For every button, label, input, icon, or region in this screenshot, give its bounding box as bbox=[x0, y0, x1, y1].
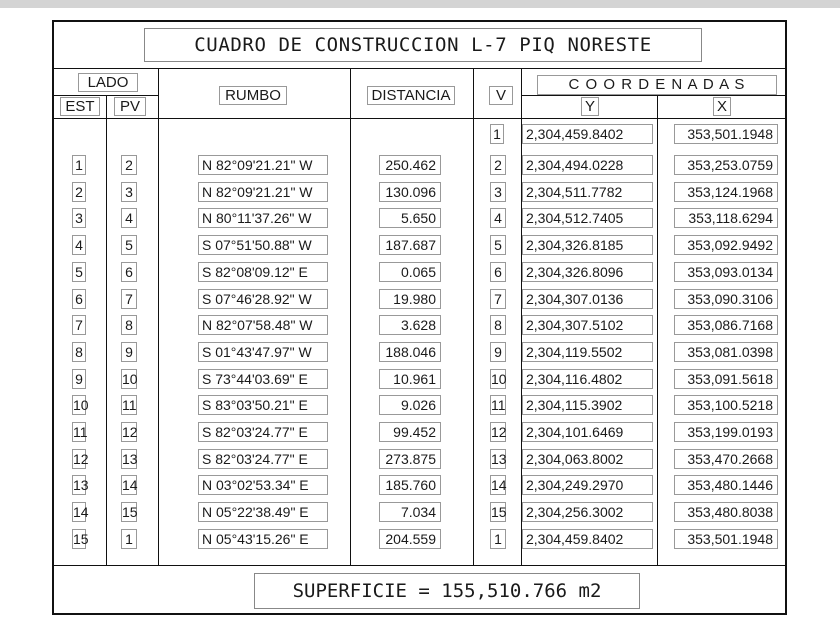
row-y: 2,304,326.8096 bbox=[522, 262, 653, 282]
title-row bbox=[54, 22, 785, 69]
row-x: 353,086.7168 bbox=[674, 315, 778, 335]
row-pv: 11 bbox=[122, 397, 137, 413]
row-distancia: 0.065 bbox=[379, 262, 441, 282]
row-y: 2,304,307.0136 bbox=[522, 289, 653, 309]
row-x: 353,091.5618 bbox=[674, 369, 778, 389]
row-v: 14 bbox=[491, 477, 507, 493]
row-pv: 6 bbox=[121, 262, 137, 282]
col-line-est bbox=[106, 95, 107, 565]
header-bottom-line bbox=[54, 118, 787, 119]
row-x: 353,100.5218 bbox=[674, 395, 778, 415]
row-rumbo: N 82°09'21.21" W bbox=[198, 155, 328, 175]
row-x: 353,199.0193 bbox=[674, 422, 778, 442]
row-rumbo: S 82°03'24.77" E bbox=[198, 449, 328, 469]
row-x: 353,480.1446 bbox=[674, 475, 778, 495]
row-pv: 4 bbox=[121, 208, 137, 228]
header-x: X bbox=[713, 97, 731, 116]
row-est: 14 bbox=[73, 504, 89, 520]
row-pv: 9 bbox=[121, 342, 137, 362]
row-v: 2 bbox=[490, 155, 506, 175]
row-est: 8 bbox=[72, 342, 86, 362]
row-est: 9 bbox=[72, 369, 86, 389]
row-est: 12 bbox=[73, 451, 89, 467]
row-est: 1 bbox=[72, 155, 86, 175]
row-pv: 8 bbox=[121, 315, 137, 335]
row-y: 2,304,494.0228 bbox=[522, 155, 653, 175]
row-y: 2,304,326.8185 bbox=[522, 235, 653, 255]
row-est: 4 bbox=[72, 235, 86, 255]
row-x: 353,081.0398 bbox=[674, 342, 778, 362]
construction-table bbox=[52, 20, 787, 615]
superficie-label: SUPERFICIE = 155,510.766 m2 bbox=[254, 573, 640, 609]
row-y: 2,304,256.3002 bbox=[522, 502, 653, 522]
row-y: 2,304,249.2970 bbox=[522, 475, 653, 495]
row-v: 3 bbox=[490, 182, 506, 202]
row-x: 353,090.3106 bbox=[674, 289, 778, 309]
header-est: EST bbox=[60, 97, 100, 116]
row-rumbo: S 73°44'03.69" E bbox=[198, 369, 328, 389]
row-distancia: 188.046 bbox=[379, 342, 441, 362]
row-v: 5 bbox=[490, 235, 506, 255]
first-row-y: 2,304,459.8402 bbox=[522, 124, 653, 144]
row-v: 10 bbox=[491, 371, 507, 387]
row-est: 6 bbox=[72, 289, 86, 309]
header-v: V bbox=[489, 86, 513, 105]
row-distancia: 250.462 bbox=[379, 155, 441, 175]
row-pv: 14 bbox=[122, 477, 138, 493]
row-distancia: 5.650 bbox=[379, 208, 441, 228]
row-y: 2,304,119.5502 bbox=[522, 342, 653, 362]
row-x: 353,253.0759 bbox=[674, 155, 778, 175]
row-x: 353,118.6294 bbox=[674, 208, 778, 228]
row-distancia: 3.628 bbox=[379, 315, 441, 335]
row-y: 2,304,115.3902 bbox=[522, 395, 653, 415]
row-x: 353,470.2668 bbox=[674, 449, 778, 469]
row-est: 5 bbox=[72, 262, 86, 282]
row-v: 13 bbox=[491, 451, 507, 467]
header-divider-coord bbox=[521, 95, 787, 96]
table-title: CUADRO DE CONSTRUCCION L-7 PIQ NORESTE bbox=[144, 28, 702, 62]
row-v: 12 bbox=[491, 424, 507, 440]
row-rumbo: N 82°09'21.21" W bbox=[198, 182, 328, 202]
row-pv: 15 bbox=[122, 504, 138, 520]
row-x: 353,480.8038 bbox=[674, 502, 778, 522]
row-y: 2,304,063.8002 bbox=[522, 449, 653, 469]
row-distancia: 187.687 bbox=[379, 235, 441, 255]
row-y: 2,304,116.4802 bbox=[522, 369, 653, 389]
row-est: 10 bbox=[73, 397, 89, 413]
row-pv: 3 bbox=[121, 182, 137, 202]
row-distancia: 9.026 bbox=[379, 395, 441, 415]
row-est: 13 bbox=[73, 477, 89, 493]
row-v: 15 bbox=[491, 504, 507, 520]
row-v: 1 bbox=[490, 529, 506, 549]
row-distancia: 204.559 bbox=[379, 529, 441, 549]
col-line-rumbo bbox=[350, 68, 351, 565]
first-row-x: 353,501.1948 bbox=[674, 124, 778, 144]
row-v: 6 bbox=[490, 262, 506, 282]
row-rumbo: S 82°08'09.12" E bbox=[198, 262, 328, 282]
row-v: 11 bbox=[491, 397, 506, 413]
row-rumbo: S 07°46'28.92" W bbox=[198, 289, 328, 309]
row-rumbo: S 82°03'24.77" E bbox=[198, 422, 328, 442]
col-line-pv bbox=[158, 68, 159, 565]
row-x: 353,124.1968 bbox=[674, 182, 778, 202]
row-distancia: 130.096 bbox=[379, 182, 441, 202]
row-x: 353,501.1948 bbox=[674, 529, 778, 549]
row-y: 2,304,307.5102 bbox=[522, 315, 653, 335]
row-distancia: 273.875 bbox=[379, 449, 441, 469]
header-rumbo: RUMBO bbox=[219, 86, 287, 105]
row-v: 7 bbox=[490, 289, 506, 309]
row-rumbo: N 03°02'53.34" E bbox=[198, 475, 328, 495]
row-pv: 5 bbox=[121, 235, 137, 255]
row-x: 353,093.0134 bbox=[674, 262, 778, 282]
header-lado: LADO bbox=[78, 73, 138, 92]
row-y: 2,304,459.8402 bbox=[522, 529, 653, 549]
row-distancia: 185.760 bbox=[379, 475, 441, 495]
row-pv: 12 bbox=[122, 424, 138, 440]
row-rumbo: S 07°51'50.88" W bbox=[198, 235, 328, 255]
row-est: 2 bbox=[72, 182, 86, 202]
col-line-distancia bbox=[473, 68, 474, 565]
row-y: 2,304,512.7405 bbox=[522, 208, 653, 228]
row-rumbo: S 01°43'47.97" W bbox=[198, 342, 328, 362]
row-pv: 7 bbox=[121, 289, 137, 309]
row-v: 8 bbox=[490, 315, 506, 335]
row-pv: 1 bbox=[121, 529, 137, 549]
row-distancia: 99.452 bbox=[379, 422, 441, 442]
first-row-v: 1 bbox=[490, 124, 504, 144]
row-pv: 2 bbox=[121, 155, 137, 175]
row-pv: 10 bbox=[122, 371, 138, 387]
row-rumbo: N 82°07'58.48" W bbox=[198, 315, 328, 335]
row-v: 4 bbox=[490, 208, 506, 228]
row-est: 11 bbox=[73, 424, 88, 440]
row-rumbo: N 05°43'15.26" E bbox=[198, 529, 328, 549]
header-distancia: DISTANCIA bbox=[367, 86, 455, 105]
header-pv: PV bbox=[114, 97, 146, 116]
row-pv: 13 bbox=[122, 451, 138, 467]
header-y: Y bbox=[581, 97, 599, 116]
col-line-coord bbox=[657, 95, 658, 565]
top-bar bbox=[0, 0, 840, 8]
row-est: 7 bbox=[72, 315, 86, 335]
row-distancia: 10.961 bbox=[379, 369, 441, 389]
row-v: 9 bbox=[490, 342, 506, 362]
row-y: 2,304,101.6469 bbox=[522, 422, 653, 442]
row-rumbo: S 83°03'50.21" E bbox=[198, 395, 328, 415]
row-y: 2,304,511.7782 bbox=[522, 182, 653, 202]
header-coordenadas: C O O R D E N A D A S bbox=[537, 75, 777, 95]
row-est: 3 bbox=[72, 208, 86, 228]
row-rumbo: N 05°22'38.49" E bbox=[198, 502, 328, 522]
table-bottom-line bbox=[54, 565, 787, 566]
row-est: 15 bbox=[73, 531, 89, 547]
row-rumbo: N 80°11'37.26" W bbox=[198, 208, 328, 228]
row-distancia: 7.034 bbox=[379, 502, 441, 522]
row-distancia: 19.980 bbox=[379, 289, 441, 309]
row-x: 353,092.9492 bbox=[674, 235, 778, 255]
